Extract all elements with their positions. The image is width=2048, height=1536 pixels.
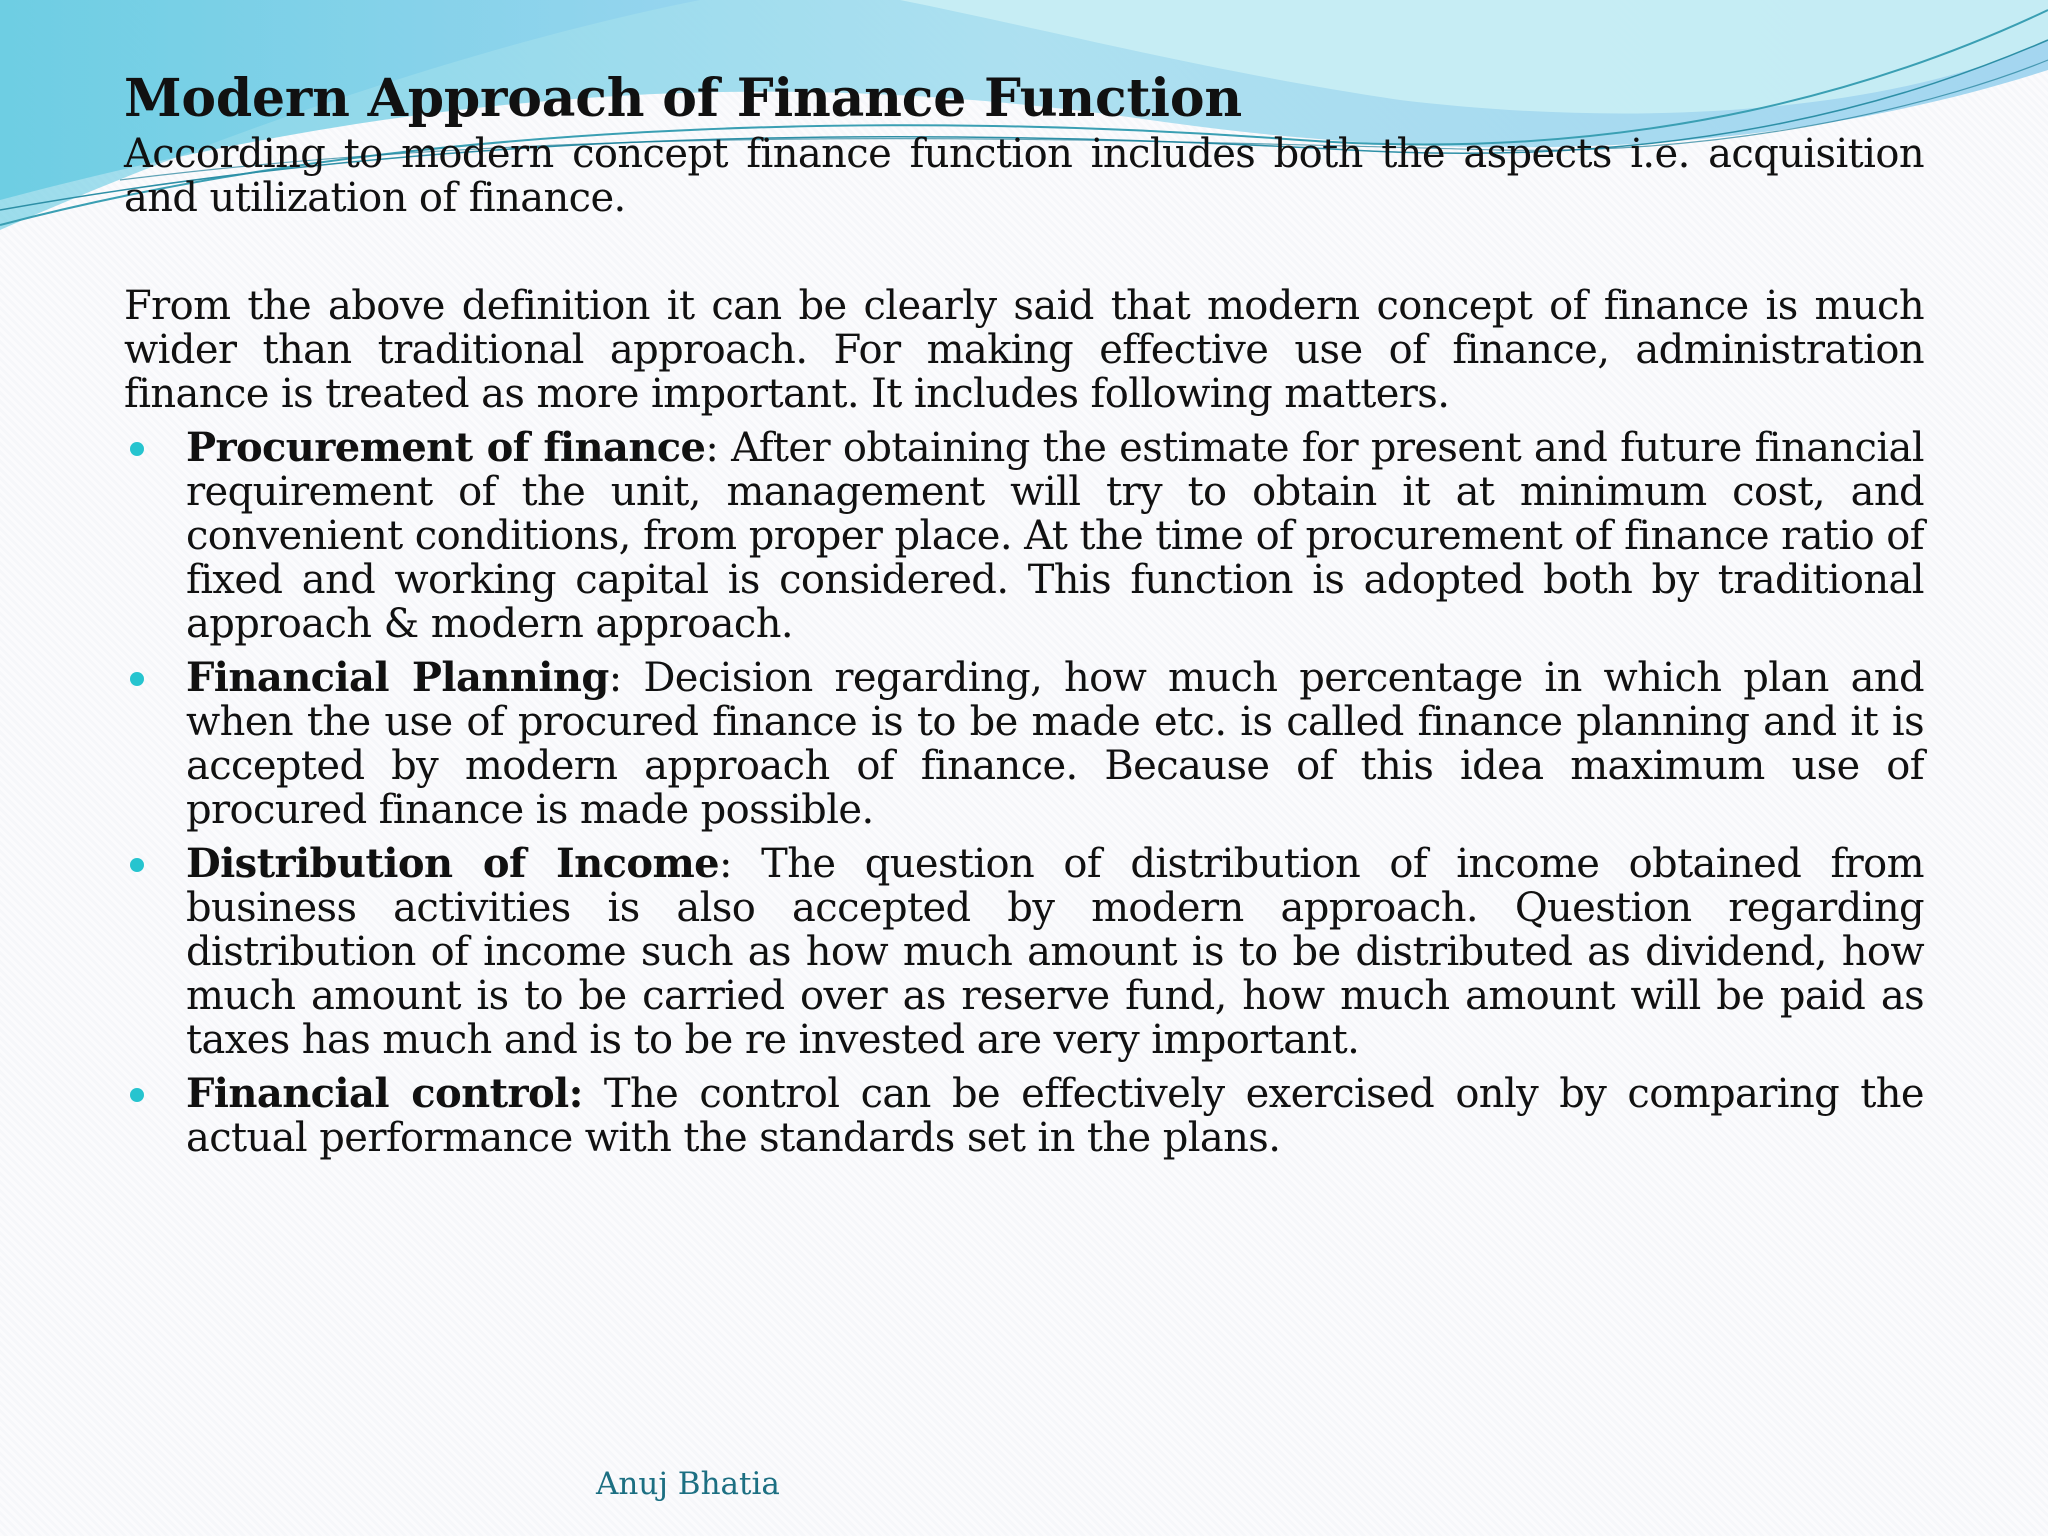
bullet-term: Procurement of finance xyxy=(186,424,706,471)
list-item xyxy=(124,1072,1924,1160)
bullet-list xyxy=(124,426,1924,1160)
definition-paragraph: From the above definition it can be clearly said that modern concept of finance is much wider than traditional approach. For making effective use of finance, administration finance is treated as more important. It includes following matters. xyxy=(124,283,1924,417)
bullet-icon xyxy=(130,442,144,456)
bullet-icon xyxy=(130,1088,144,1102)
bullet-text: Decision regarding, how much percentage in which plan and when the use of procured finance is to be made etc. is called finance planning and it is accepted by modern approach of finance. Because of this idea maximum use of procured finance is made possible. xyxy=(186,655,1924,833)
bullet-separator: : xyxy=(705,425,719,471)
bullet-icon xyxy=(130,858,144,872)
bullet-term: Financial control: xyxy=(186,1070,583,1117)
bullet-text: After obtaining the estimate for present and future financial requirement of the unit, management will try to obtain it at minimum cost, and convenient conditions, from proper place. At the time of procurement of finance ratio of fixed and working capital is considered. This function is adopted both by traditional approach & modern approach. xyxy=(186,425,1924,647)
bullet-term: Distribution of Income xyxy=(186,840,720,887)
bullet-term: Financial Planning xyxy=(186,654,609,701)
bullet-text: The control can be effectively exercised only by comparing the actual performance with the standards set in the plans. xyxy=(186,1071,1924,1161)
bullet-text: The question of distribution of income obtained from business activities is also accepted by modern approach. Question regarding distribution of income such as how much amount is to be distributed as dividend, how much amount is to be carried over as reserve fund, how much amount will be paid as taxes has much and is to be re invested are very important. xyxy=(186,841,1924,1063)
slide-content xyxy=(124,68,1924,1170)
bullet-separator: : xyxy=(608,655,622,701)
list-item xyxy=(124,656,1924,832)
list-item xyxy=(124,426,1924,646)
bullet-separator: : xyxy=(719,841,732,887)
slide-title: Modern Approach of Finance Function xyxy=(124,68,1242,129)
intro-paragraph: According to modern concept finance function includes both the aspects i.e. acquisition and utilization of finance. xyxy=(124,131,1924,221)
bullet-icon xyxy=(130,672,144,686)
list-item xyxy=(124,842,1924,1062)
author-footer: Anuj Bhatia xyxy=(596,1466,780,1502)
